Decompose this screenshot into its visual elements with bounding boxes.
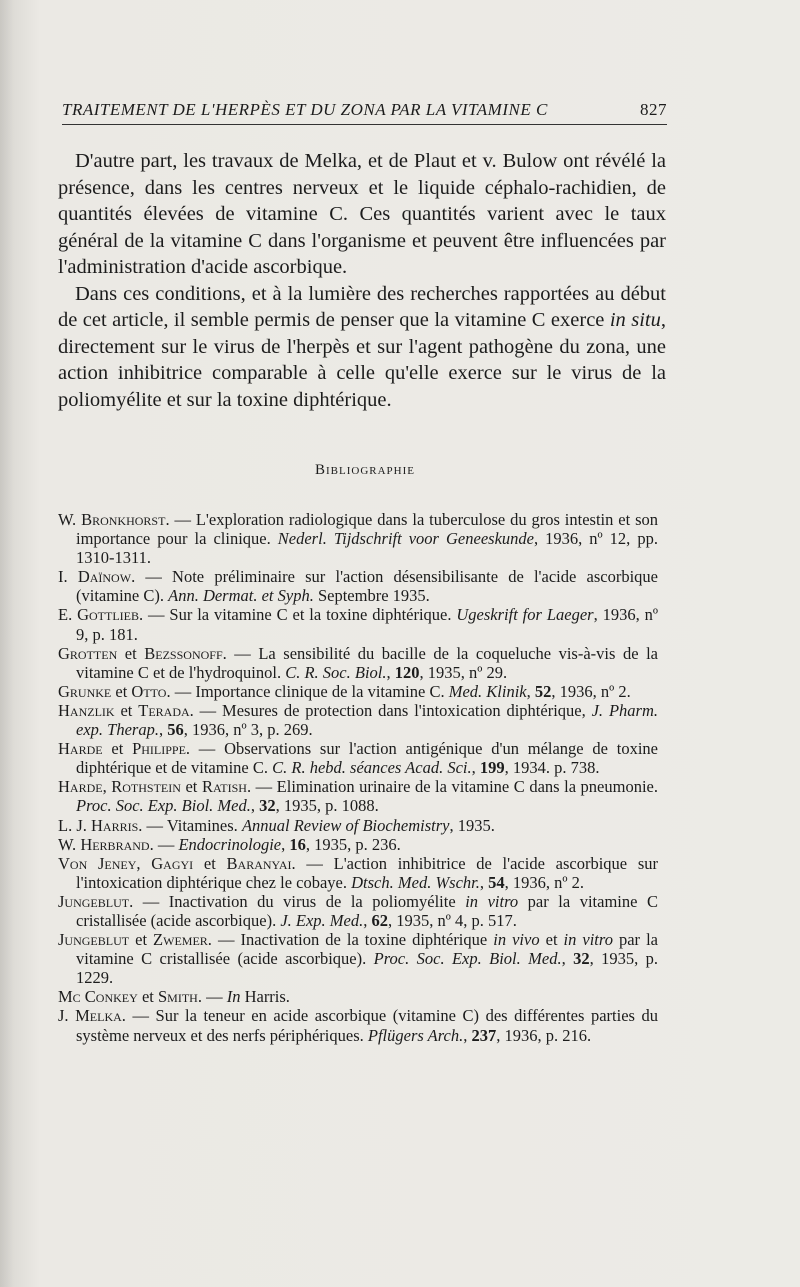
- text-run: . — Vitamines.: [138, 815, 242, 835]
- text-run: . — Inactivation du virus de la poliomyélite: [129, 891, 466, 911]
- author-name: Melka: [75, 1006, 122, 1026]
- text-run: par la vitamine C cristallisée (acide ascorbique).: [76, 891, 659, 930]
- text-run: , 1936, nº 3, p. 269.: [183, 720, 313, 740]
- text-run: D'autre part, les travaux de Melka, et de Plaut et v. Bulow ont révélé la présence, dans les centres nerveux et le liquide céphalo-rachidien, de quantités élevées de vitamine C. Ces quantités varient avec le taux général de la vitamine C dans l'organisme et peuvent être influencées par l'administration d'acide ascorbique.: [58, 150, 666, 278]
- volume-number: 32: [573, 949, 590, 969]
- italic-text: Pflügers Arch.: [367, 1025, 464, 1045]
- text-run: I.: [58, 567, 78, 587]
- text-run: ,: [250, 796, 260, 816]
- author-name: Ratish: [201, 777, 247, 797]
- text-run: , 1935, p. 236.: [305, 834, 401, 854]
- bibliography-entry: [58, 835, 658, 854]
- author-name: Harde: [58, 777, 103, 797]
- text-run: et: [117, 643, 145, 663]
- bibliography-entry: [58, 510, 658, 567]
- body-text: [58, 148, 666, 413]
- text-run: ,: [479, 872, 489, 892]
- text-run: et: [129, 930, 154, 950]
- text-run: , 1935, nº 4, p. 517.: [388, 910, 517, 930]
- text-run: ,: [281, 834, 290, 854]
- author-name: Zwemer: [153, 930, 208, 950]
- italic-text: Proc. Soc. Exp. Biol. Med.: [76, 796, 251, 816]
- italic-text: Med. Klinik: [448, 681, 527, 701]
- text-run: , 1936, p. 216.: [496, 1025, 592, 1045]
- author-name: Harde: [58, 739, 103, 759]
- author-name: Jungeblut: [58, 891, 130, 911]
- italic-text: in situ: [609, 309, 661, 331]
- bibliography-entry: [58, 605, 658, 643]
- text-run: . — Sur la vitamine C et la toxine diphtérique.: [139, 605, 457, 625]
- volume-number: 120: [394, 662, 420, 682]
- italic-text: Endocrinologie: [178, 834, 282, 854]
- text-run: , 1936, nº 2.: [504, 872, 585, 892]
- text-run: ,: [471, 758, 480, 778]
- text-run: et: [111, 681, 132, 701]
- text-run: et: [180, 777, 202, 797]
- volume-number: 199: [479, 758, 505, 778]
- bibliography-list: [58, 510, 658, 1045]
- italic-text: Annual Review of Biochemistry: [241, 815, 450, 835]
- author-name: Philippe: [132, 739, 186, 759]
- italic-text: C. R. hebd. séances Acad. Sci.: [272, 758, 472, 778]
- text-run: . — Importance clinique de la vitamine C.: [166, 681, 449, 701]
- bibliography-entry: [58, 739, 658, 777]
- italic-text: in vitro: [465, 891, 519, 911]
- text-run: ,: [363, 910, 372, 930]
- text-run: . — Elimination urinaire de la vitamine C dans la pneumonie.: [246, 777, 659, 797]
- volume-number: 54: [488, 872, 505, 892]
- italic-text: Ugeskrift for Laeger: [456, 605, 594, 625]
- bibliography-entry: [58, 777, 658, 815]
- text-run: . —: [149, 834, 179, 854]
- text-run: . —: [197, 987, 227, 1007]
- author-name: Herbrand: [80, 834, 150, 854]
- author-name: Gagyi: [151, 853, 194, 873]
- italic-text: J. Pharm. exp. Therap.: [76, 700, 658, 740]
- text-run: . — Mesures de protection dans l'intoxication diphtérique,: [189, 700, 592, 720]
- text-run: , 1935.: [449, 815, 495, 835]
- text-run: . — Observations sur l'action antigénique d'un mélange de toxine diphtérique et de vitamine C.: [76, 739, 658, 778]
- author-name: Baranyai: [226, 853, 292, 873]
- text-run: Dans ces conditions, et à la lumière des recherches rapportées au début de cet article, il semble permis de penser que la vitamine C exerce: [58, 282, 666, 331]
- text-run: . — Note préliminaire sur l'action désensibilisante de l'acide ascorbique (vitamine C).: [76, 567, 658, 606]
- running-header: [62, 100, 667, 125]
- bibliography-entry: [58, 644, 658, 682]
- paragraph: [58, 281, 666, 414]
- bibliography-entry: [58, 701, 658, 739]
- author-name: Gottlieb: [77, 605, 139, 625]
- text-run: ,: [561, 949, 574, 969]
- page-number: 827: [640, 100, 667, 119]
- text-run: . — Sur la teneur en acide ascorbique (vitamine C) des différentes parties du système nerveux et des nerfs périphériques.: [76, 1006, 658, 1045]
- volume-number: 56: [167, 720, 184, 740]
- volume-number: 62: [371, 910, 388, 930]
- bibliography-entry: [58, 682, 658, 701]
- text-run: et: [539, 930, 564, 950]
- italic-text: in vivo: [493, 930, 540, 950]
- author-name: Harris: [91, 815, 139, 835]
- author-name: Bronkhorst: [81, 510, 166, 529]
- text-run: ,: [526, 681, 535, 701]
- text-run: ,: [158, 720, 168, 740]
- text-run: , 1935, nº 29.: [419, 662, 508, 682]
- text-run: . — Inactivation de la toxine diphtérique: [207, 930, 494, 950]
- author-name: Smith: [157, 987, 198, 1007]
- author-name: Mc Conkey: [58, 987, 138, 1007]
- text-run: E.: [58, 605, 78, 625]
- volume-number: 32: [259, 796, 276, 816]
- text-run: ,: [102, 777, 112, 797]
- text-run: et: [193, 853, 227, 873]
- author-name: Grotten: [58, 643, 118, 663]
- text-run: ,: [386, 662, 395, 682]
- text-run: , 1936, nº 9, p. 181.: [76, 605, 658, 644]
- bibliography-entry: [58, 930, 658, 987]
- text-run: , 1936, nº 2.: [551, 681, 631, 701]
- author-name: Rothstein: [111, 777, 181, 797]
- text-run: . — L'exploration radiologique dans la tuberculose du gros intestin et son importance pour la clinique.: [76, 510, 658, 549]
- author-name: Grunke: [58, 681, 112, 701]
- author-name: Hanzlik: [58, 700, 115, 720]
- volume-number: 237: [471, 1025, 497, 1045]
- text-run: et: [114, 700, 139, 720]
- running-title: TRAITEMENT DE L'HERPÈS ET DU ZONA PAR LA VITAMINE C: [62, 100, 548, 119]
- italic-text: in vitro: [563, 930, 613, 950]
- text-run: , 1936, nº 12, pp. 1310-1311.: [76, 529, 658, 568]
- text-run: par la vitamine C cristallisée (acide ascorbique).: [76, 930, 658, 969]
- text-run: Septembre 1935.: [313, 586, 430, 606]
- bibliography-entry: [58, 1006, 658, 1044]
- text-run: W.: [58, 834, 81, 854]
- author-name: Jungeblut: [58, 930, 130, 950]
- italic-text: Nederl. Tijdschrift voor Geneeskunde: [277, 529, 534, 549]
- text-run: Harris.: [240, 987, 290, 1007]
- text-run: ,: [136, 853, 152, 873]
- text-run: W.: [58, 510, 82, 529]
- author-name: Von Jeney: [58, 853, 137, 873]
- bibliography-entry: [58, 854, 658, 892]
- text-run: et: [137, 987, 158, 1007]
- bibliography-entry: [58, 816, 658, 835]
- text-run: ,: [463, 1025, 472, 1045]
- text-run: , 1934. p. 738.: [504, 758, 600, 778]
- author-name: Otto: [131, 681, 167, 701]
- bibliography-entry: [58, 987, 658, 1006]
- text-run: , 1935, p. 1088.: [275, 796, 379, 816]
- volume-number: 16: [289, 834, 306, 854]
- bibliography-title: Bibliographie: [315, 462, 415, 478]
- paragraph: [58, 148, 666, 281]
- text-run: . — L'action inhibitrice de l'acide ascorbique sur l'intoxication diphtérique chez le cobaye.: [76, 853, 658, 892]
- text-run: et: [102, 739, 133, 759]
- italic-text: Dtsch. Med. Wschr.: [351, 872, 480, 892]
- text-run: , 1935, p. 1229.: [76, 949, 658, 988]
- italic-text: In: [226, 987, 241, 1007]
- author-name: Daïnow: [77, 567, 132, 587]
- volume-number: 52: [534, 681, 552, 701]
- italic-text: Ann. Dermat. et Syph.: [168, 586, 314, 606]
- text-run: . — La sensibilité du bacille de la coqueluche vis-à-vis de la vitamine C et de l'hydroquinol.: [76, 643, 658, 682]
- author-name: Terada: [138, 700, 190, 720]
- bibliography-entry: [58, 892, 658, 930]
- text-run: J.: [58, 1006, 76, 1026]
- author-name: Bezssonoff: [144, 643, 223, 663]
- bibliography-entry: [58, 567, 658, 605]
- italic-text: C. R. Soc. Biol.: [285, 662, 387, 682]
- italic-text: Proc. Soc. Exp. Biol. Med.: [373, 949, 562, 969]
- italic-text: J. Exp. Med.: [280, 910, 364, 930]
- text-run: L. J.: [58, 815, 91, 835]
- text-run: , directement sur le virus de l'herpès et sur l'agent pathogène du zona, une action inhibitrice comparable à celle qu'elle exerce sur le virus de la poliomyélite et sur la toxine diphtérique.: [58, 309, 666, 411]
